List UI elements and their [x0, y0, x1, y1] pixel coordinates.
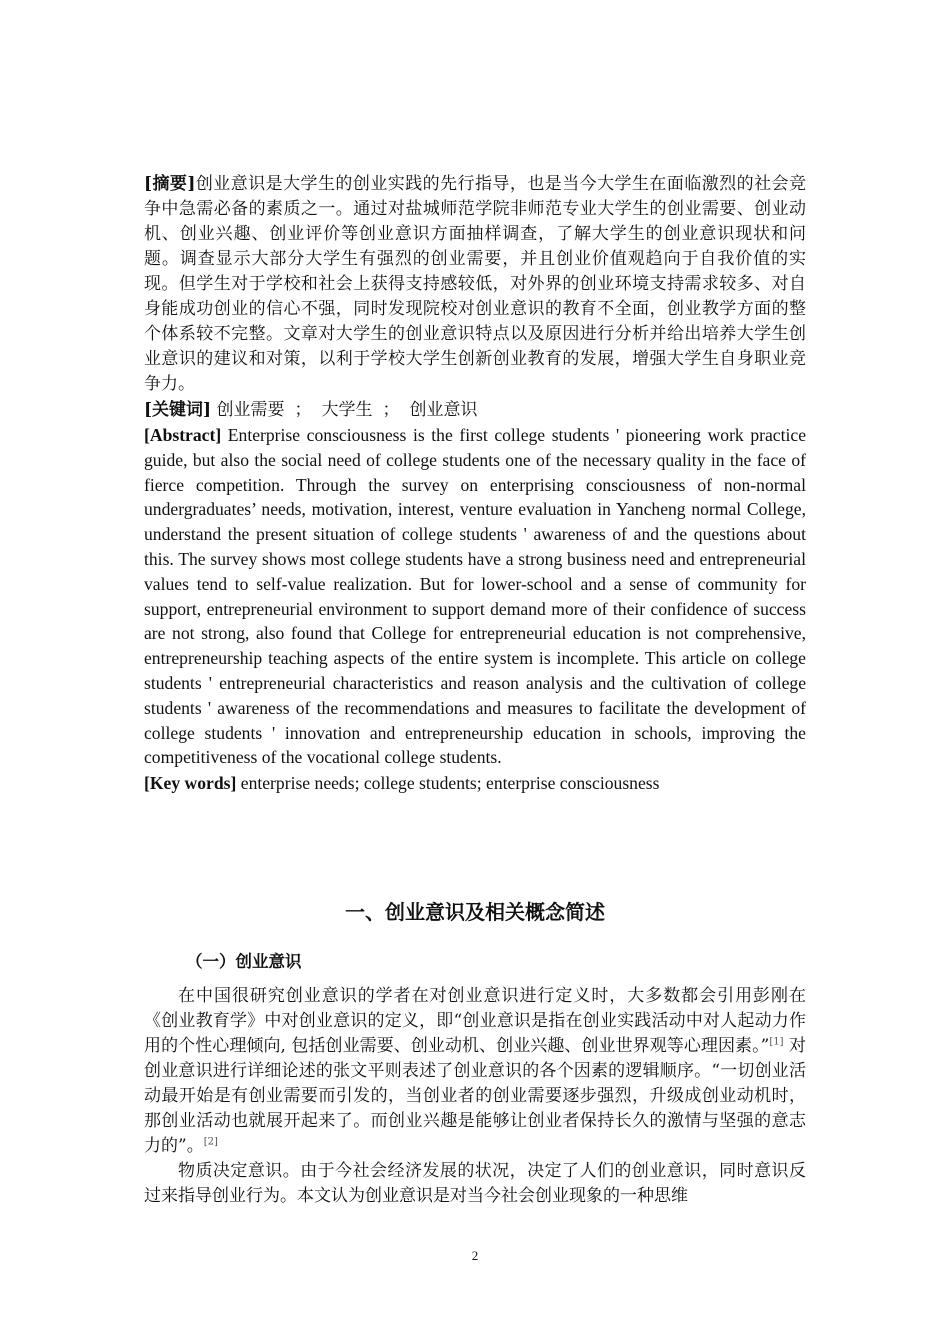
paragraph-text: 在中国很研究创业意识的学者在对创业意识进行定义时，大多数都会引用彭刚在《创业教育学》中对创业意识的定义，即“创业意识是指在创业实践活动中对人起动力作用的个性心理倾向, 包括创业需要、创业动机、创业兴趣、创业世界观等心理因素。”: [144, 986, 806, 1056]
keywords-en-label: [Key words]: [144, 773, 237, 794]
paragraph-text: 对创业意识进行详细论述的张文平则表述了创业意识的各个因素的逻辑顺序。“一切创业活动最开始是有创业需要而引发的，当创业者的创业需要逐步强烈，升级成创业动机时，那创业活动也就展开起来了。而创业兴趣是能够让创业者保持长久的激情与坚强的意志力的”。: [144, 1036, 806, 1156]
page-number: 2: [471, 1248, 479, 1263]
page-content: [144, 172, 806, 1206]
abstract-cn-label: [摘要]: [144, 174, 196, 194]
section-body: [144, 984, 806, 1209]
keyword-cn-1: 创业需要: [216, 400, 285, 420]
abstract-en-text: Enterprise consciousness is the first college students ' pioneering work practice guide, but also the social need of college students one of the necessary quality in the face of fierce competition. Through the survey on enterprising consciousness of non-normal undergraduates’ needs, motivation, interest, venture evaluation in Yancheng normal College, understand the present situation of college students ' awareness of and the questions about this. The survey shows most college students have a strong business need and entrepreneurial values tend to self-value realization. But for lower-school and a sense of community for support, entrepreneurial environment to support demand more of their confidence of success are not strong, also found that College for entrepreneurial education is not comprehensive, entrepreneurship teaching aspects of the entire system is incomplete. This article on college students ' entrepreneurial characteristics and reason analysis and the cultivation of college students ' awareness of the recommendations and measures to facilitate the development of college students ' innovation and entrepreneurship education in schools, improving the competitiveness of the vocational college students.: [144, 425, 806, 768]
keyword-separator: ；: [382, 400, 400, 420]
abstract-cn: [144, 172, 806, 397]
subsection-title: （一）创业意识: [186, 952, 302, 971]
keywords-cn: [144, 397, 806, 423]
body-paragraph-1: [144, 984, 806, 1159]
abstract-en-label: [Abstract]: [144, 425, 222, 445]
keywords-en-text: enterprise needs; college students; enterprise consciousness: [236, 773, 660, 794]
section-title: 一、创业意识及相关概念简述: [345, 900, 605, 924]
citation-ref-1[interactable]: [1]: [769, 1036, 784, 1048]
keyword-cn-2: 大学生: [321, 400, 373, 420]
keyword-separator: ；: [294, 400, 312, 420]
citation-ref-2[interactable]: [2]: [203, 1136, 218, 1148]
keywords-cn-label: [关键词]: [144, 400, 212, 420]
keyword-cn-3: 创业意识: [409, 400, 478, 420]
abstract-en: [144, 423, 806, 770]
abstract-cn-text: 创业意识是大学生的创业实践的先行指导，也是当今大学生在面临激烈的社会竞争中急需必备的素质之一。通过对盐城师范学院非师范专业大学生的创业需要、创业动机、创业兴趣、创业评价等创业意识方面抽样调查，了解大学生的创业意识现状和问题。调查显示大部分大学生有强烈的创业需要，并且创业价值观趋向于自我价值的实现。但学生对于学校和社会上获得支持感较低，对外界的创业环境支持需求较多、对自身能成功创业的信心不强，同时发现院校对创业意识的教育不全面，创业教学方面的整个体系较不完整。文章对大学生的创业意识特点以及原因进行分析并给出培养大学生创业意识的建议和对策，以利于学校大学生创新创业教育的发展，增强大学生自身职业竞争力。: [144, 174, 806, 394]
body-paragraph-2: 物质决定意识。由于今社会经济发展的状况，决定了人们的创业意识，同时意识反过来指导创业行为。本文认为创业意识是对当今社会创业现象的一种思维: [144, 1161, 806, 1206]
keywords-en: [144, 770, 806, 796]
